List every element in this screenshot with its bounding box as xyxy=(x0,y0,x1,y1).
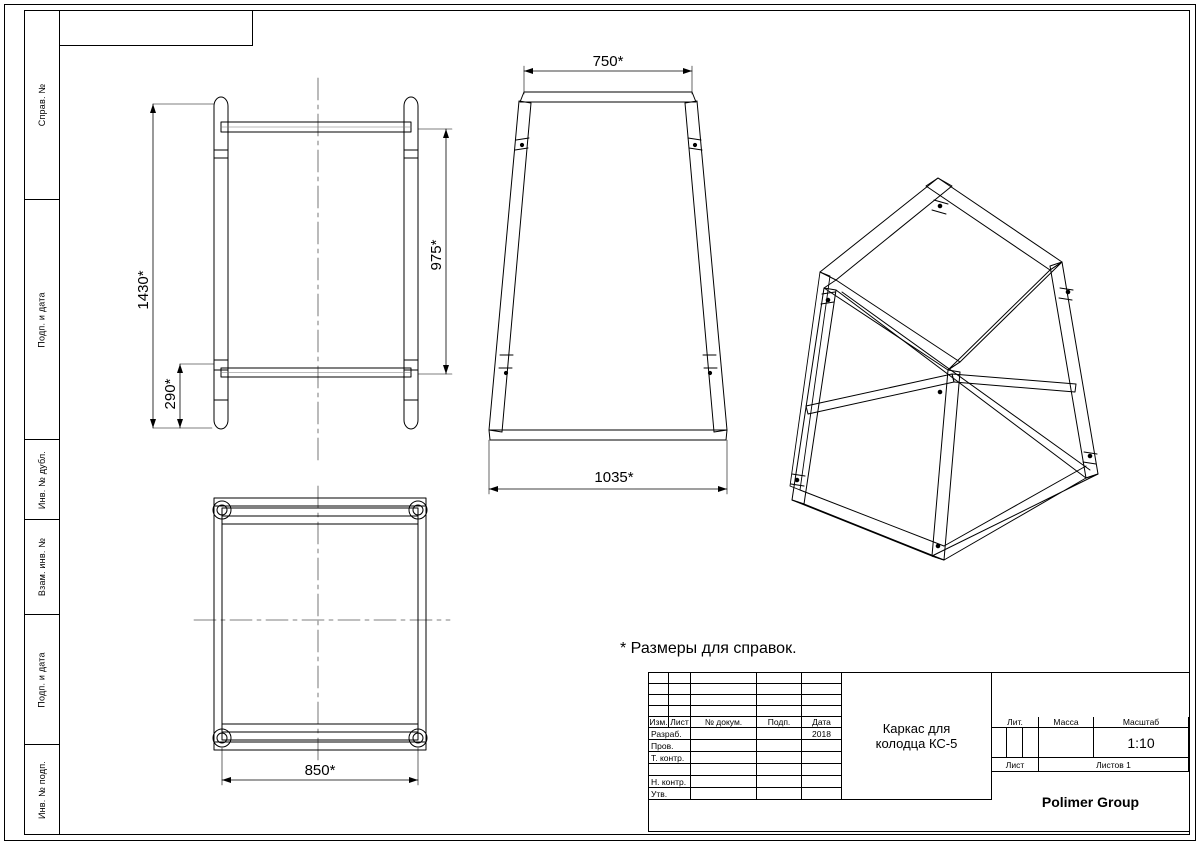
tb-lit-cell xyxy=(1023,728,1039,758)
tb-role-sign xyxy=(757,776,802,788)
tb-role-sign xyxy=(757,740,802,752)
tb-scale-value: 1:10 xyxy=(1094,728,1189,758)
tb-grid-cell xyxy=(802,673,842,684)
tb-grid-cell xyxy=(669,684,691,695)
tb-col-list: Лист xyxy=(669,717,691,728)
tb-role-razrab: Разраб. xyxy=(649,728,691,740)
tb-grid-cell xyxy=(669,695,691,706)
tb-role-date xyxy=(802,764,842,776)
side-label-5: Инв. № подп. xyxy=(37,760,47,820)
tb-grid-cell xyxy=(802,695,842,706)
tb-role-date xyxy=(802,740,842,752)
tb-role-date xyxy=(802,788,842,800)
tb-grid-cell xyxy=(691,695,757,706)
dim-label-1035: 1035* xyxy=(594,469,634,486)
tb-mass-value xyxy=(1039,728,1094,758)
tb-lit-cell xyxy=(1007,728,1023,758)
side-label-3: Взам. инв. № xyxy=(37,537,48,597)
tb-company: Polimer Group xyxy=(1041,793,1140,810)
side-label-1: Подп. и дата xyxy=(37,291,48,348)
tb-scale-label: Масштаб xyxy=(1094,717,1189,728)
dim-label-975: 975* xyxy=(428,239,445,271)
tb-role-docnum xyxy=(691,776,757,788)
tb-role-date: 2018 xyxy=(802,728,842,740)
tb-role-sign xyxy=(757,788,802,800)
tb-role-sign xyxy=(757,764,802,776)
tb-role-date xyxy=(802,776,842,788)
tb-grid-cell xyxy=(669,706,691,717)
tb-grid-cell xyxy=(649,684,669,695)
tb-grid-cell xyxy=(802,706,842,717)
tb-grid-cell xyxy=(757,684,802,695)
tb-role-prov: Пров. xyxy=(649,740,691,752)
tb-sheets-label: Листов 1 xyxy=(1039,758,1189,772)
tb-grid-cell xyxy=(757,706,802,717)
side-column xyxy=(24,10,60,835)
tb-col-izm: Изм. xyxy=(649,717,668,727)
tb-part-name xyxy=(842,673,992,800)
dim-label-750: 750* xyxy=(592,53,624,70)
tb-role-date xyxy=(802,752,842,764)
tb-grid-cell xyxy=(757,673,802,684)
tb-role-tkontr: Т. контр. xyxy=(649,752,691,764)
dim-label-290: 290* xyxy=(162,378,179,410)
side-cell xyxy=(24,200,60,440)
tb-part-name-line2: колодца КС-5 xyxy=(875,736,958,751)
tb-lit-cell xyxy=(992,728,1007,758)
tb-part-name-line1: Каркас для xyxy=(882,721,951,736)
tb-role-docnum xyxy=(691,764,757,776)
dim-label-850: 850* xyxy=(304,762,336,779)
tb-col-date: Дата xyxy=(802,717,842,728)
top-left-box xyxy=(60,11,253,46)
tb-grid-cell xyxy=(691,684,757,695)
tb-grid-cell xyxy=(757,695,802,706)
tb-role-sign xyxy=(757,752,802,764)
tb-role-docnum xyxy=(691,740,757,752)
tb-role-docnum xyxy=(691,728,757,740)
tb-grid-cell xyxy=(649,706,669,717)
tb-mass-label: Масса xyxy=(1039,717,1094,728)
dim-label-1430: 1430* xyxy=(135,270,152,310)
side-cell xyxy=(24,745,60,835)
tb-col-sign: Подп. xyxy=(757,717,802,728)
side-cell xyxy=(24,615,60,745)
tb-role-sign xyxy=(757,728,802,740)
tb-grid-cell xyxy=(649,695,669,706)
side-cell xyxy=(24,440,60,520)
tb-grid-cell xyxy=(802,684,842,695)
side-label-0: Справ. № xyxy=(37,83,48,126)
tb-sheet-label: Лист xyxy=(992,758,1039,772)
tb-role-utv: Утв. xyxy=(649,788,691,800)
tb-role-docnum xyxy=(691,788,757,800)
side-cell xyxy=(24,10,60,200)
reference-note: * Размеры для справок. xyxy=(620,640,797,657)
tb-role-nkontr: Н. контр. xyxy=(649,776,691,788)
side-cell xyxy=(24,520,60,615)
tb-grid-cell xyxy=(649,673,669,684)
tb-grid-cell xyxy=(691,673,757,684)
tb-col-docnum: № докум. xyxy=(691,717,757,728)
tb-role-docnum xyxy=(691,752,757,764)
tb-lit-label: Лит. xyxy=(992,717,1039,728)
tb-grid-cell xyxy=(691,706,757,717)
tb-role-empty xyxy=(649,764,691,776)
title-block xyxy=(648,672,1190,832)
side-label-4: Подп. и дата xyxy=(37,651,48,708)
tb-grid-cell xyxy=(669,673,691,684)
side-label-2: Инв. № дубл. xyxy=(37,450,48,509)
